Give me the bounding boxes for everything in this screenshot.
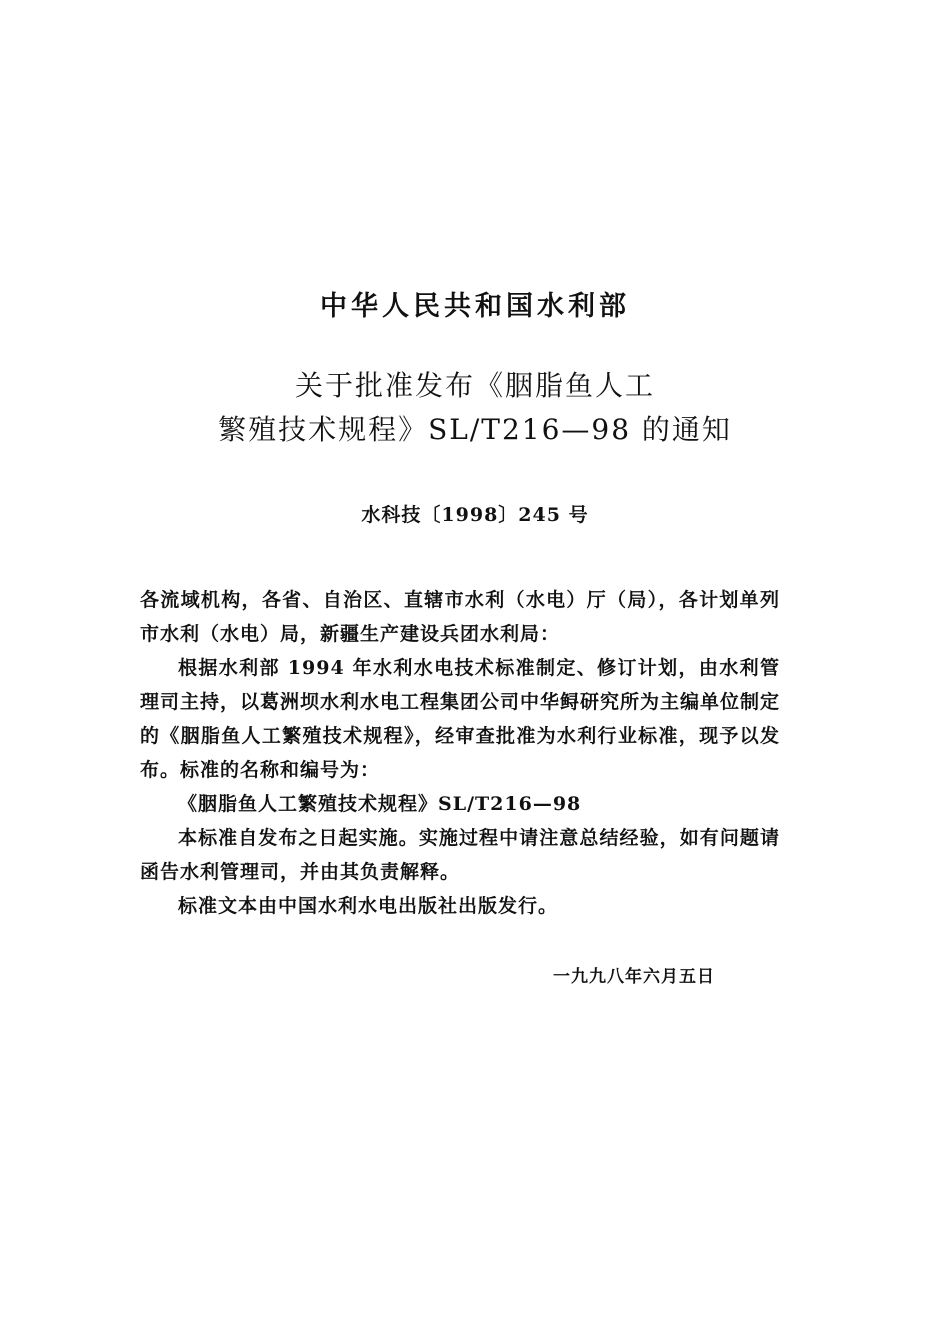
issuer-heading: 中华人民共和国水利部 [320,291,630,322]
body-paragraph-3: 标准文本由中国水利水电出版社出版发行。 [178,895,559,917]
issue-date: 一九九八年六月五日 [553,967,715,987]
notice-title-line-2: 繁殖技术规程》SL/T216—98 的通知 [218,413,732,446]
standard-name-line: 《胭脂鱼人工繁殖技术规程》SL/T216—98 [178,793,582,815]
addressee-paragraph: 各流域机构，各省、自治区、直辖市水利（水电）厅（局），各计划单列市水利（水电）局，新疆生产建设兵团水利局： [140,589,780,645]
body-paragraph-2: 本标准自发布之日起实施。实施过程中请注意总结经验，如有问题请函告水利管理司，并由其负责解释。 [140,827,780,883]
notice-title [0,364,950,452]
document-number: 水科技〔1998〕245 号 [361,504,589,526]
notice-body [140,583,780,923]
notice-title-line-1: 关于批准发布《胭脂鱼人工 [294,369,655,402]
body-paragraph-1: 根据水利部 1994 年水利水电技术标准制定、修订计划，由水利管理司主持，以葛洲坝水利水电工程集团公司中华鲟研究所为主编单位制定的《胭脂鱼人工繁殖技术规程》，经审查批准为水利行业标准，现予以发布。标准的名称和编号为： [140,657,781,781]
